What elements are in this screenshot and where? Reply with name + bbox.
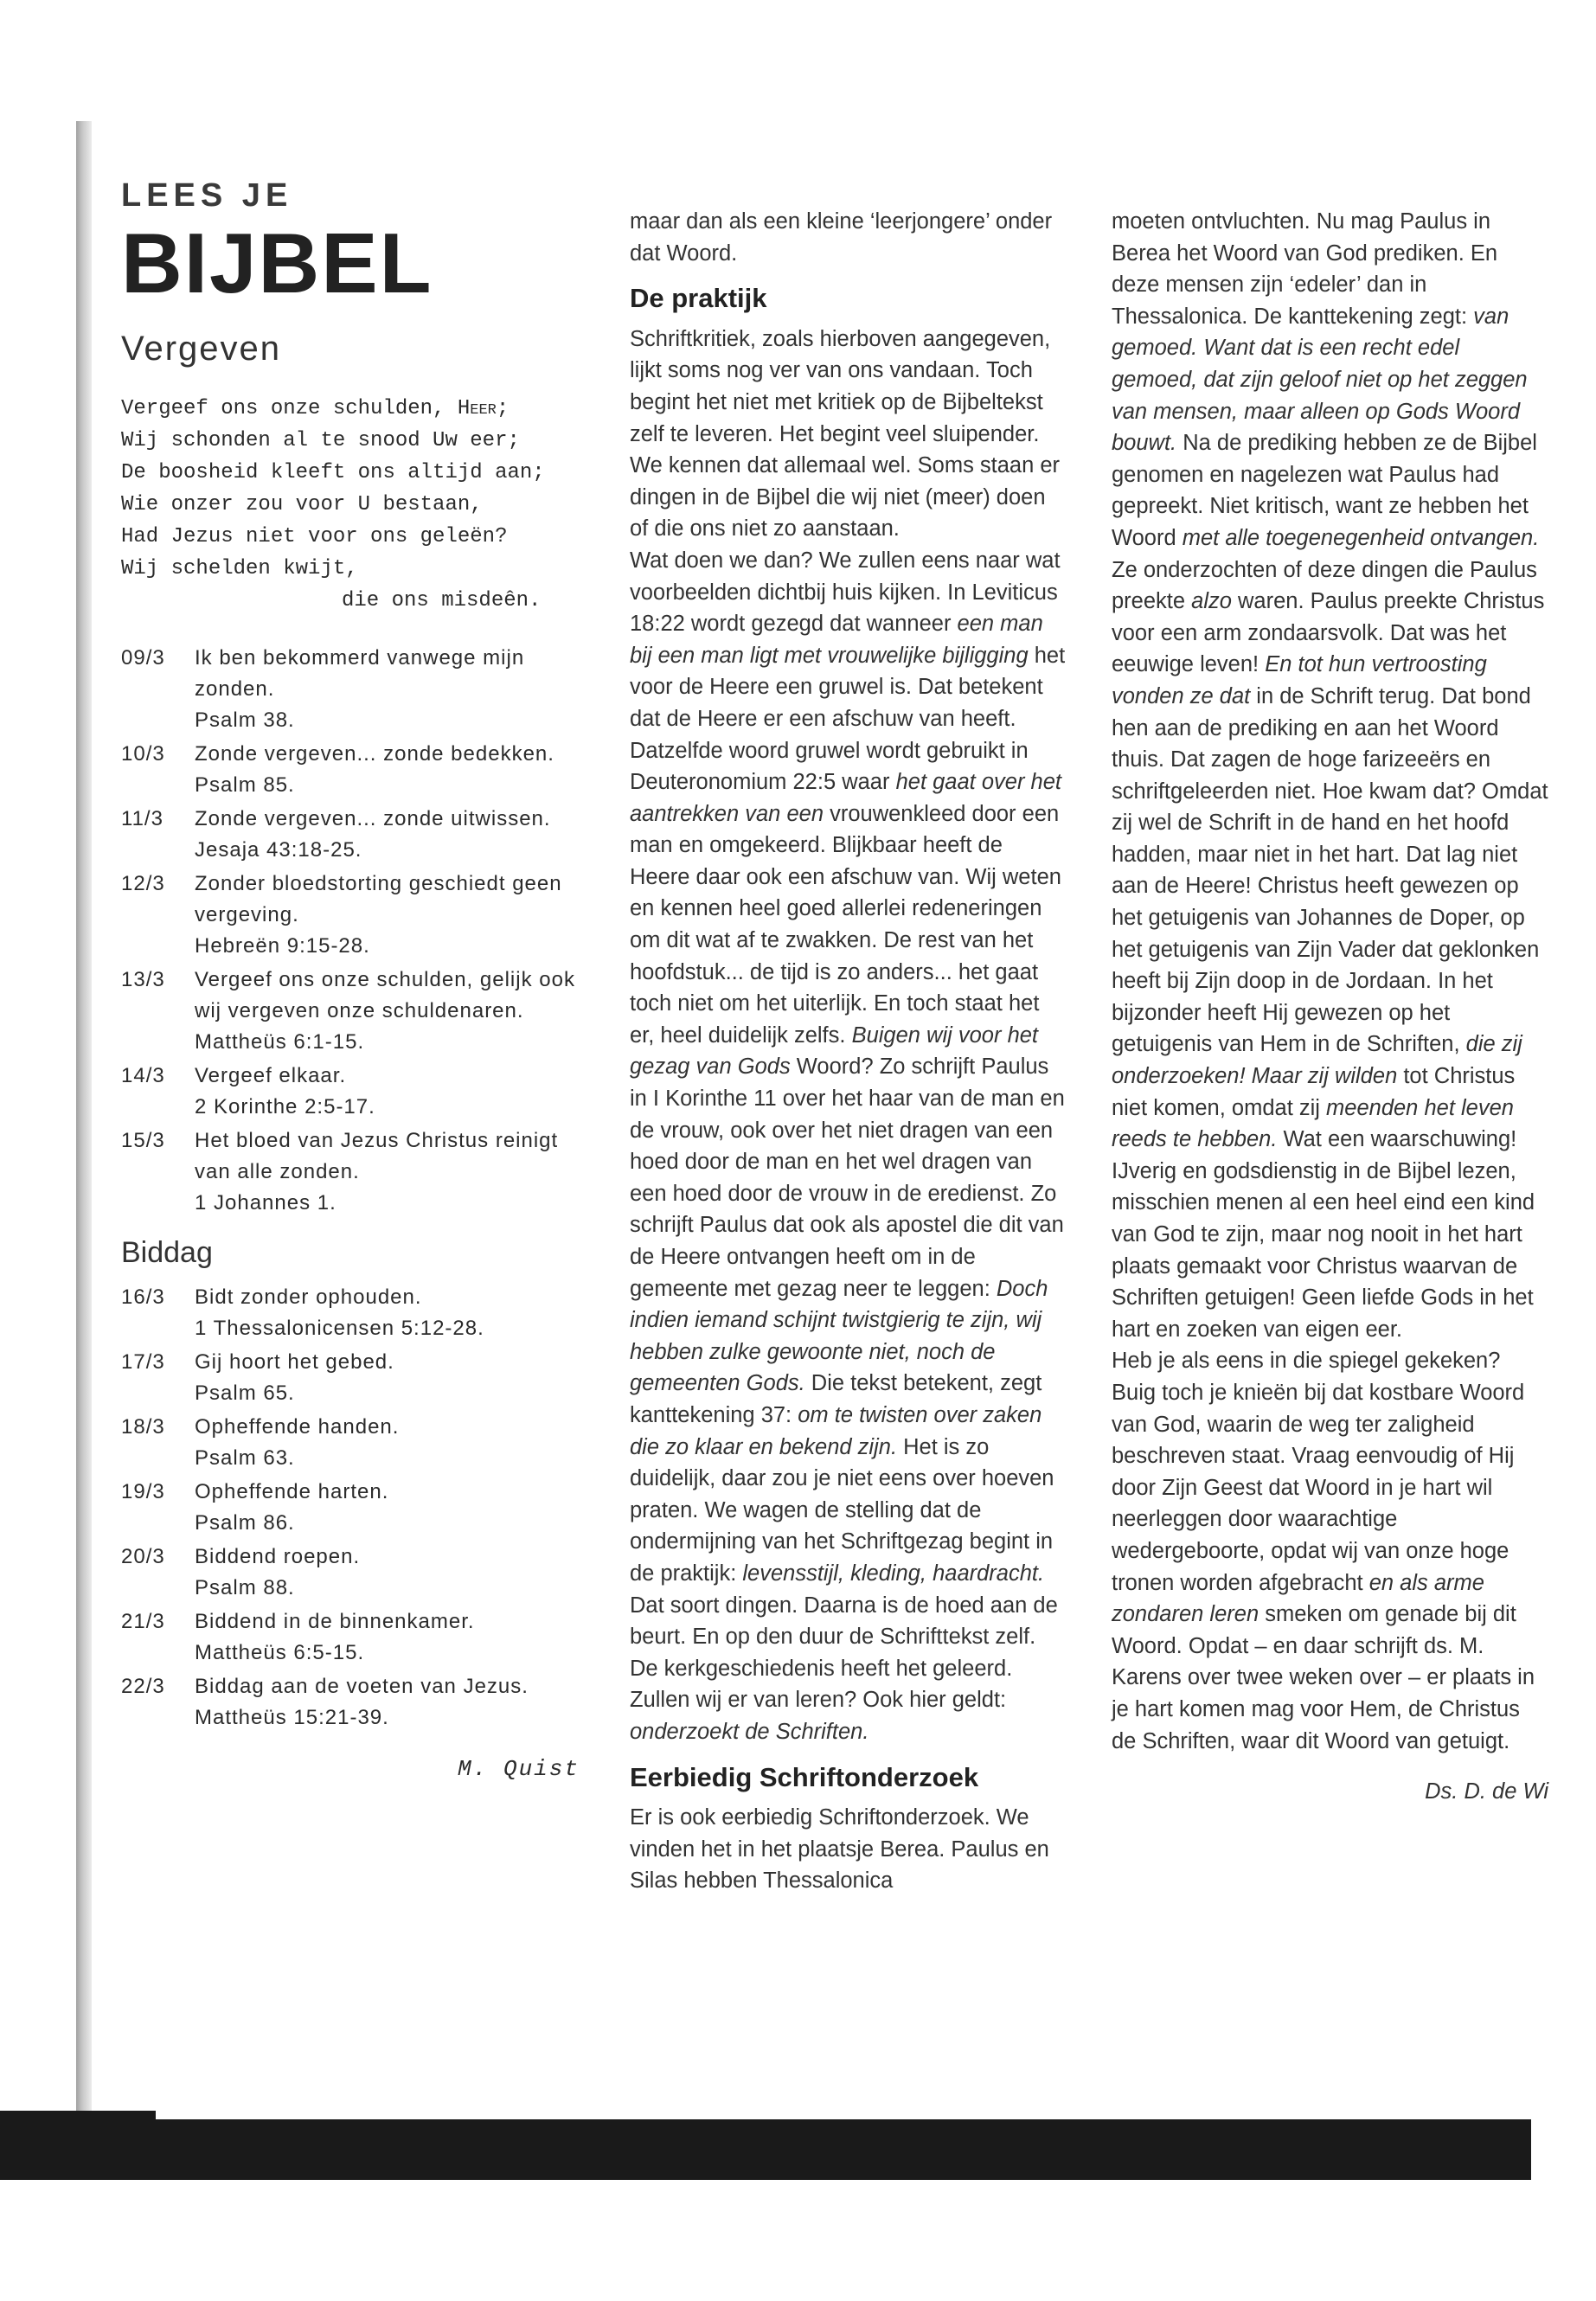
poem-line: Wie onzer zou voor U bestaan, (121, 492, 483, 516)
paragraph: maar dan als een kleine ‘leerjongere’ onder dat Woord. (630, 209, 1053, 266)
reading-entry: 17/3 Gij hoort het gebed. Psalm 65. (121, 1349, 394, 1405)
paragraph: moeten ontvluchten. Nu mag Paulus in Berea het Woord van God prediken. En deze mensen zijn ‘edeler’ dan in Thessalonica. De kanttekening zegt: van gemoed. Want dat is een recht edel gemoed, dat zijn geloof niet op het zeggen van mensen, maar alleen op Gods Woord bouwt. Na de prediking hebben ze de Bijbel genomen en nagelezen wat Paulus had gepreekt. Niet kritisch, want ze hebben het Woord met alle toegenegenheid ontvangen. Ze onderzochten of deze dingen die Paulus preekte alzo waren. Paulus preekte Christus voor een arm zondaarsvolk. Dat was het eeuwige leven! En tot hun vertroosting vonden ze dat in de Schrift terug. Dat bond hen aan de prediking en aan het Woord thuis. Dat zagen de hoge farizeeërs en schriftgeleerden niet. Hoe kwam dat? Omdat zij wel de Schrift in de hand en het hoofd hadden, maar niet in het hart. Dat lag niet aan de Heere! Christus heeft gewezen op het getuigenis van Johannes de Doper, op het getuigenis van Zijn Vader dat geklonken heeft bij Zijn doop in de Jordaan. In het bijzonder heeft Hij gewezen op het getuigenis van Hem in de Schriften, die zij onderzoeken! Maar zij wilden tot Christus niet komen, omdat zij meenden het leven reeds te hebben. Wat een waarschuwing! IJverig en godsdienstig in de Bijbel lezen, misschien menen al een heel eind een kind van God te zijn, maar nog nooit in het hart plaats gemaakt voor Christus waarvan de Schriften getuigen! Geen liefde Gods in het hart en zoeken van eigen eer. (1112, 209, 1548, 1342)
paragraph: Wat doen we dan? We zullen eens naar wat voorbeelden dichtbij huis kijken. In Leviticus 18:22 wordt gezegd dat wanneer een man bij een man ligt met vrouwelijke bijligging het voor de Heere een gruwel is. Dat betekent dat de Heere er een afschuw van heeft. Datzelfde woord gruwel wordt gebruikt in Deuteronomium 22:5 waar het gaat over het aantrekken van een vrouwenkleed door een man en omgekeerd. Blijkbaar heeft de Heere daar ook een afschuw van. Wij weten en kennen heel goed allerlei redeneringen om dit wat af te zwakken. De rest van het hoofdstuk... de tijd is zo anders... het gaat toch niet om het uiterlijk. En toch staat het er, heel duidelijk zelfs. Buigen wij voor het gezag van Gods Woord? Zo schrijft Paulus in I Korinthe 11 over het haar van de man en de vrouw, ook over het niet dragen van een hoed door de man en het wel dragen van een hoed door de vrouw in de eredienst. Zo schrijft Paulus dat ook als apostel die dit van de Heere ontvangen heeft om in de gemeente met gezag neer te leggen: Doch indien iemand schijnt twistgierig te zijn, wij hebben zulke gewoonte niet, noch de gemeenten Gods. Die tekst betekent, zegt kanttekening 37: om te twisten over zaken die zo klaar en bekend zijn. Het is zo duidelijk, daar zou je niet eens over hoeven praten. We wagen de stelling dat de ondermijning van het Schriftgezag begint in de praktijk: levensstijl, kleding, haardracht. Dat soort dingen. Daarna is de hoed aan de beurt. En op den duur de Schrifttekst zelf. De kerkgeschiedenis heeft het geleerd. Zullen wij er van leren? Ook hier geldt: onderzoekt de Schriften. (630, 548, 1066, 1744)
article-column-2 (630, 206, 1067, 1897)
reading-entry: 12/3 Zonder bloedstorting geschiedt geen vergeving. Hebreën 9:15-28. (121, 871, 562, 958)
poem-line: De boosheid kleeft ons altijd aan; (121, 460, 545, 484)
poem-line: die ons misdeên. (342, 588, 542, 612)
daily-readings (121, 643, 580, 1219)
reading-entry: 15/3 Het bloed van Jezus Christus reinigt van alle zonden. 1 Johannes 1. (121, 1128, 559, 1215)
reading-entry: 19/3 Opheffende harten. Psalm 86. (121, 1479, 389, 1535)
poem-stanza (121, 393, 580, 617)
reading-entry: 16/3 Bidt zonder ophouden. 1 Thessalonicensen 5:12-28. (121, 1285, 484, 1340)
column-masthead: BIJBEL (121, 215, 433, 311)
poem-line: Had Jezus niet voor ons geleën? (121, 524, 508, 548)
column-kicker: LEES JE (121, 177, 293, 214)
reading-entry: 14/3 Vergeef elkaar. 2 Korinthe 2:5-17. (121, 1063, 375, 1118)
section-title: Vergeven (121, 329, 282, 368)
reading-entry: 18/3 Opheffende handen. Psalm 63. (121, 1414, 400, 1470)
paragraph: Heb je als eens in die spiegel gekeken? Buig toch je knieën bij dat kostbare Woord van God, waarin de weg ter zaligheid beschreven staat. Vraag eenvoudig of Hij door Zijn Geest dat Woord in je hart wil neerleggen door waarachtige wedergeboorte, opdat wij van onze hoge tronen worden afgebracht en als arme zondaren leren smeken om genade bij dit Woord. Opdat – en daar schrijft ds. M. Karens over twee weken over – er plaats in je hart komen mag voor Hem, de Christus de Schriften, waar dit Woord van getuigt. (1112, 1349, 1535, 1753)
column-signature: M. Quist (458, 1755, 580, 1782)
poem-line: Wij schonden al te snood Uw eer; (121, 428, 520, 452)
reading-entry: 21/3 Biddend in de binnenkamer. Mattheüs 6:5-15. (121, 1609, 475, 1664)
subheading: De praktijk (630, 283, 767, 314)
paragraph: Er is ook eerbiedig Schriftonderzoek. We vinden het in het plaatsje Berea. Paulus en Silas hebben Thessalonica (630, 1805, 1049, 1894)
reading-schedule-column (121, 177, 580, 1782)
article-author: Ds. D. de Wi (1425, 1779, 1548, 1804)
reading-entry: 09/3 Ik ben bekommerd vanwege mijn zonden. Psalm 38. (121, 645, 525, 732)
reading-entry: 22/3 Biddag aan de voeten van Jezus. Mattheüs 15:21-39. (121, 1674, 529, 1729)
paragraph: Schriftkritiek, zoals hierboven aangegeven, lijkt soms nog ver van ons vandaan. Toch begint het niet met kritiek op de Bijbeltekst zelf te leveren. Het begint veel sluipender. We kennen dat allemaal wel. Soms staan er dingen in de Bijbel die wij niet (meer) doen of die ons niet zo aanstaan. (630, 326, 1061, 542)
poem-line: Wij schelden kwijt, (121, 556, 358, 580)
biddag-heading: Biddag (121, 1235, 213, 1269)
binding-shadow (76, 121, 92, 2145)
reading-entry: 20/3 Biddend roepen. Psalm 88. (121, 1544, 361, 1599)
reading-entry: 13/3 Vergeef ons onze schulden, gelijk ook wij vergeven onze schuldenaren. Mattheüs 6:1-15. (121, 967, 575, 1054)
scan-bottom-edge (0, 2119, 1531, 2180)
poem-line: Vergeef ons onze schulden, Heer; (121, 396, 510, 420)
subheading: Eerbiedig Schriftonderzoek (630, 1761, 979, 1792)
reading-entry: 11/3 Zonde vergeven... zonde uitwissen. Jesaja 43:18-25. (121, 806, 551, 862)
biddag-readings (121, 1282, 580, 1734)
article-column-3 (1112, 206, 1548, 1808)
reading-entry: 10/3 Zonde vergeven... zonde bedekken. Psalm 85. (121, 741, 554, 797)
